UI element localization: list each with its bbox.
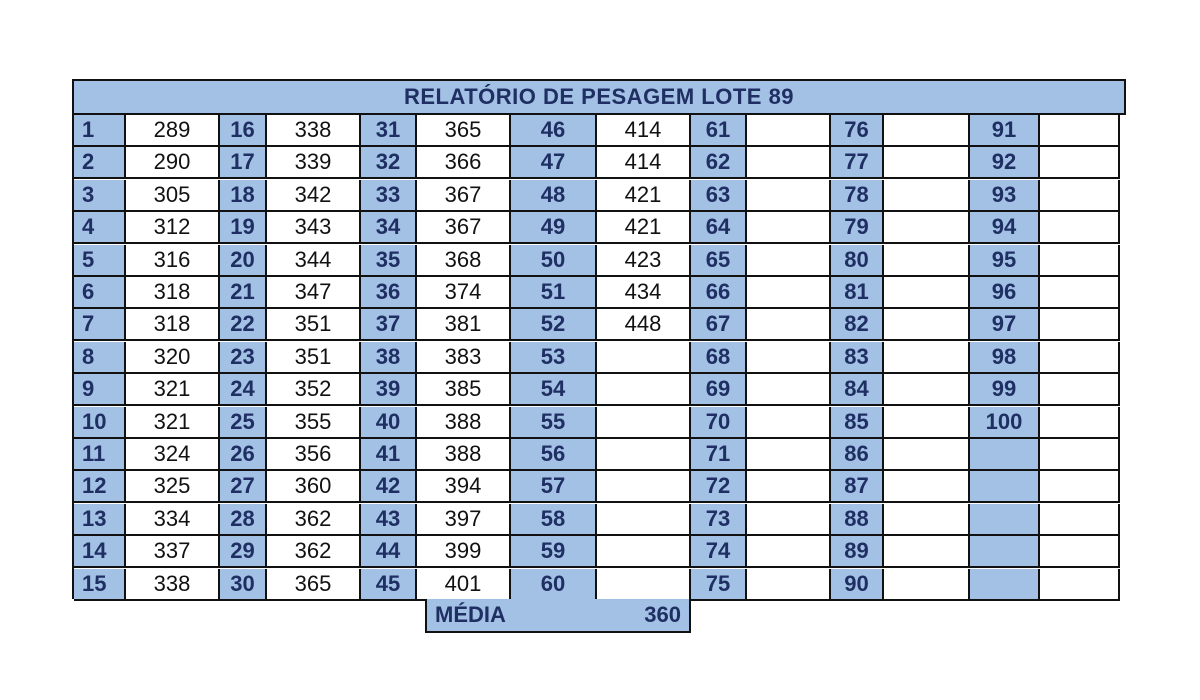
- weight-value-cell: [747, 180, 831, 212]
- weight-value-cell: 388: [417, 407, 511, 439]
- weight-value-cell: 399: [417, 536, 511, 568]
- weight-value-cell: [884, 471, 970, 503]
- row-index-cell: 93: [970, 180, 1040, 212]
- weight-value-cell: 321: [126, 407, 220, 439]
- row-index-cell: 91: [970, 115, 1040, 147]
- weight-value-cell: 290: [126, 147, 220, 179]
- row-index-cell: 19: [220, 212, 267, 244]
- row-index-cell: 79: [831, 212, 884, 244]
- row-index-cell: 75: [691, 569, 747, 601]
- weight-value-cell: 366: [417, 147, 511, 179]
- weight-value-cell: 351: [267, 342, 361, 374]
- weight-value-cell: 305: [126, 180, 220, 212]
- weight-value-cell: [1040, 180, 1120, 212]
- weight-value-cell: 312: [126, 212, 220, 244]
- row-index-cell: 33: [361, 180, 417, 212]
- row-index-cell: 88: [831, 504, 884, 536]
- row-index-cell: 72: [691, 471, 747, 503]
- row-index-cell: 20: [220, 245, 267, 277]
- weight-value-cell: [597, 439, 691, 471]
- weight-value-cell: [597, 536, 691, 568]
- row-index-cell: 68: [691, 342, 747, 374]
- weight-value-cell: [884, 212, 970, 244]
- row-index-cell: 25: [220, 407, 267, 439]
- weight-value-cell: [747, 147, 831, 179]
- average-value: 360: [644, 602, 681, 627]
- weight-value-cell: 414: [597, 115, 691, 147]
- weight-value-cell: 334: [126, 504, 220, 536]
- row-index-cell: 17: [220, 147, 267, 179]
- row-index-cell: 30: [220, 569, 267, 601]
- weight-value-cell: [884, 504, 970, 536]
- weight-value-cell: 318: [126, 277, 220, 309]
- row-index-cell: 4: [74, 212, 126, 244]
- row-index-cell: 69: [691, 374, 747, 406]
- weight-value-cell: [1040, 471, 1120, 503]
- row-index-cell: 12: [74, 471, 126, 503]
- row-index-cell: 95: [970, 245, 1040, 277]
- row-index-cell: 24: [220, 374, 267, 406]
- row-index-cell: 6: [74, 277, 126, 309]
- row-index-cell: 3: [74, 180, 126, 212]
- row-index-cell: 54: [511, 374, 597, 406]
- row-index-cell: 84: [831, 374, 884, 406]
- row-index-cell: 34: [361, 212, 417, 244]
- weight-value-cell: 401: [417, 569, 511, 601]
- row-index-cell: 31: [361, 115, 417, 147]
- row-index-cell: 38: [361, 342, 417, 374]
- row-index-cell: 14: [74, 536, 126, 568]
- row-index-cell: 83: [831, 342, 884, 374]
- weight-value-cell: 448: [597, 309, 691, 341]
- row-index-cell: 36: [361, 277, 417, 309]
- weight-value-cell: 338: [267, 115, 361, 147]
- weight-value-cell: 344: [267, 245, 361, 277]
- row-index-cell: 5: [74, 245, 126, 277]
- weight-value-cell: [1040, 342, 1120, 374]
- row-index-cell: 62: [691, 147, 747, 179]
- weight-value-cell: 352: [267, 374, 361, 406]
- row-index-cell: 52: [511, 309, 597, 341]
- row-index-cell: 50: [511, 245, 597, 277]
- row-index-cell: 60: [511, 569, 597, 601]
- row-index-cell: 48: [511, 180, 597, 212]
- weight-value-cell: [884, 374, 970, 406]
- weight-value-cell: 367: [417, 180, 511, 212]
- row-index-cell: [970, 569, 1040, 601]
- row-index-cell: 98: [970, 342, 1040, 374]
- row-index-cell: 99: [970, 374, 1040, 406]
- weight-value-cell: [597, 407, 691, 439]
- row-index-cell: 1: [74, 115, 126, 147]
- row-index-cell: 21: [220, 277, 267, 309]
- row-index-cell: 13: [74, 504, 126, 536]
- row-index-cell: 81: [831, 277, 884, 309]
- row-index-cell: 86: [831, 439, 884, 471]
- weight-value-cell: 339: [267, 147, 361, 179]
- weight-value-cell: [884, 309, 970, 341]
- weight-value-cell: 365: [417, 115, 511, 147]
- weight-value-cell: [884, 536, 970, 568]
- row-index-cell: [970, 471, 1040, 503]
- row-index-cell: 44: [361, 536, 417, 568]
- weight-value-cell: 347: [267, 277, 361, 309]
- row-index-cell: 7: [74, 309, 126, 341]
- weight-value-cell: 421: [597, 180, 691, 212]
- weight-value-cell: 318: [126, 309, 220, 341]
- weight-value-cell: 362: [267, 504, 361, 536]
- weight-value-cell: [884, 277, 970, 309]
- weight-value-cell: [597, 569, 691, 601]
- weight-value-cell: [747, 471, 831, 503]
- weight-value-cell: [747, 115, 831, 147]
- average-row: [425, 599, 691, 633]
- row-index-cell: 77: [831, 147, 884, 179]
- row-index-cell: 8: [74, 342, 126, 374]
- weight-value-cell: 394: [417, 471, 511, 503]
- row-index-cell: 46: [511, 115, 597, 147]
- weight-value-cell: 324: [126, 439, 220, 471]
- row-index-cell: 27: [220, 471, 267, 503]
- row-index-cell: 28: [220, 504, 267, 536]
- weight-value-cell: [884, 342, 970, 374]
- row-index-cell: 18: [220, 180, 267, 212]
- row-index-cell: [970, 439, 1040, 471]
- row-index-cell: 92: [970, 147, 1040, 179]
- weight-value-cell: 434: [597, 277, 691, 309]
- weight-value-cell: [884, 407, 970, 439]
- row-index-cell: 53: [511, 342, 597, 374]
- row-index-cell: 39: [361, 374, 417, 406]
- weight-value-cell: [747, 342, 831, 374]
- row-index-cell: 90: [831, 569, 884, 601]
- weight-value-cell: [747, 212, 831, 244]
- weight-value-cell: 414: [597, 147, 691, 179]
- weight-value-cell: 381: [417, 309, 511, 341]
- row-index-cell: 96: [970, 277, 1040, 309]
- weight-value-cell: [747, 536, 831, 568]
- weight-value-cell: [1040, 536, 1120, 568]
- weight-value-cell: [1040, 569, 1120, 601]
- weight-value-cell: 316: [126, 245, 220, 277]
- weight-value-cell: [1040, 245, 1120, 277]
- weight-value-cell: 368: [417, 245, 511, 277]
- row-index-cell: 76: [831, 115, 884, 147]
- row-index-cell: 42: [361, 471, 417, 503]
- row-index-cell: 57: [511, 471, 597, 503]
- row-index-cell: 74: [691, 536, 747, 568]
- row-index-cell: 29: [220, 536, 267, 568]
- weight-value-cell: [884, 245, 970, 277]
- row-index-cell: 64: [691, 212, 747, 244]
- row-index-cell: 35: [361, 245, 417, 277]
- weight-value-cell: [747, 277, 831, 309]
- weight-value-cell: 351: [267, 309, 361, 341]
- weight-value-cell: 385: [417, 374, 511, 406]
- weight-value-cell: [1040, 504, 1120, 536]
- row-index-cell: 45: [361, 569, 417, 601]
- weight-value-cell: [1040, 212, 1120, 244]
- weight-value-cell: 362: [267, 536, 361, 568]
- weight-value-cell: [884, 147, 970, 179]
- weight-value-cell: [1040, 374, 1120, 406]
- row-index-cell: 15: [74, 569, 126, 601]
- weight-value-cell: [747, 439, 831, 471]
- weight-value-cell: 360: [267, 471, 361, 503]
- weight-value-cell: [1040, 147, 1120, 179]
- row-index-cell: 11: [74, 439, 126, 471]
- weight-value-cell: 325: [126, 471, 220, 503]
- weight-value-cell: [884, 439, 970, 471]
- row-index-cell: 87: [831, 471, 884, 503]
- row-index-cell: 65: [691, 245, 747, 277]
- row-index-cell: 32: [361, 147, 417, 179]
- weight-value-cell: [597, 342, 691, 374]
- weight-value-cell: 397: [417, 504, 511, 536]
- row-index-cell: 100: [970, 407, 1040, 439]
- weight-value-cell: [1040, 407, 1120, 439]
- weight-value-cell: [884, 569, 970, 601]
- row-index-cell: 26: [220, 439, 267, 471]
- weight-value-cell: [1040, 277, 1120, 309]
- row-index-cell: 10: [74, 407, 126, 439]
- weight-value-cell: 342: [267, 180, 361, 212]
- weight-value-cell: [747, 569, 831, 601]
- row-index-cell: 2: [74, 147, 126, 179]
- row-index-cell: 59: [511, 536, 597, 568]
- weight-value-cell: 374: [417, 277, 511, 309]
- weight-value-cell: 320: [126, 342, 220, 374]
- weight-value-cell: [597, 374, 691, 406]
- weight-value-cell: 337: [126, 536, 220, 568]
- report-title: RELATÓRIO DE PESAGEM LOTE 89: [74, 81, 1126, 115]
- row-index-cell: 51: [511, 277, 597, 309]
- row-index-cell: 73: [691, 504, 747, 536]
- weight-value-cell: 321: [126, 374, 220, 406]
- row-index-cell: 58: [511, 504, 597, 536]
- row-index-cell: 97: [970, 309, 1040, 341]
- weight-value-cell: [747, 245, 831, 277]
- row-index-cell: 37: [361, 309, 417, 341]
- row-index-cell: 80: [831, 245, 884, 277]
- row-index-cell: 23: [220, 342, 267, 374]
- row-index-cell: 94: [970, 212, 1040, 244]
- row-index-cell: 9: [74, 374, 126, 406]
- weight-value-cell: 289: [126, 115, 220, 147]
- row-index-cell: 22: [220, 309, 267, 341]
- weight-value-cell: [1040, 115, 1120, 147]
- row-index-cell: 78: [831, 180, 884, 212]
- weight-value-cell: 343: [267, 212, 361, 244]
- row-index-cell: 41: [361, 439, 417, 471]
- row-index-cell: 43: [361, 504, 417, 536]
- weight-value-cell: [747, 407, 831, 439]
- weight-value-cell: 421: [597, 212, 691, 244]
- row-index-cell: 49: [511, 212, 597, 244]
- row-index-cell: 40: [361, 407, 417, 439]
- row-index-cell: 16: [220, 115, 267, 147]
- weight-value-cell: [597, 471, 691, 503]
- weight-value-cell: [747, 374, 831, 406]
- row-index-cell: 82: [831, 309, 884, 341]
- weight-value-cell: [1040, 439, 1120, 471]
- weight-value-cell: [747, 309, 831, 341]
- weight-value-cell: [747, 504, 831, 536]
- weight-value-cell: [597, 504, 691, 536]
- row-index-cell: 61: [691, 115, 747, 147]
- row-index-cell: 67: [691, 309, 747, 341]
- weight-value-cell: 367: [417, 212, 511, 244]
- weight-value-cell: 383: [417, 342, 511, 374]
- row-index-cell: [970, 504, 1040, 536]
- row-index-cell: 85: [831, 407, 884, 439]
- weight-value-cell: 423: [597, 245, 691, 277]
- weight-value-cell: 356: [267, 439, 361, 471]
- weight-value-cell: [884, 115, 970, 147]
- row-index-cell: 70: [691, 407, 747, 439]
- row-index-cell: [970, 536, 1040, 568]
- weight-value-cell: 355: [267, 407, 361, 439]
- row-index-cell: 66: [691, 277, 747, 309]
- weight-value-cell: [1040, 309, 1120, 341]
- row-index-cell: 89: [831, 536, 884, 568]
- row-index-cell: 55: [511, 407, 597, 439]
- row-index-cell: 63: [691, 180, 747, 212]
- weight-value-cell: 365: [267, 569, 361, 601]
- row-index-cell: 71: [691, 439, 747, 471]
- row-index-cell: 56: [511, 439, 597, 471]
- weighing-report-table: [72, 79, 1126, 599]
- average-label: MÉDIA: [435, 602, 506, 627]
- weight-value-cell: 338: [126, 569, 220, 601]
- weight-value-cell: 388: [417, 439, 511, 471]
- weight-value-cell: [884, 180, 970, 212]
- row-index-cell: 47: [511, 147, 597, 179]
